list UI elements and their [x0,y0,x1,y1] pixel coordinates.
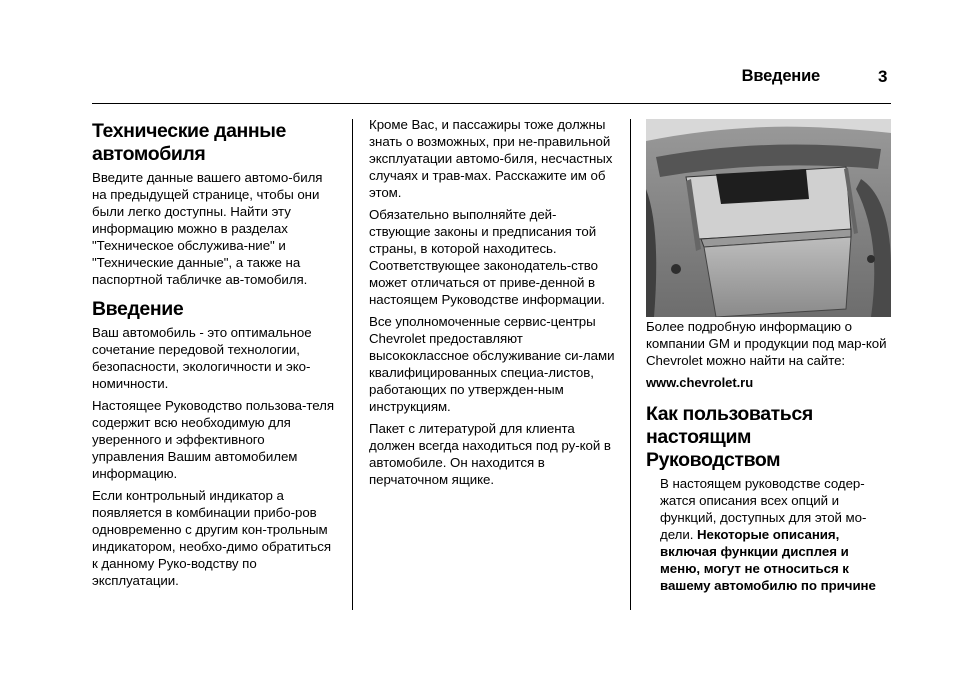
paragraph: Кроме Вас, и пассажиры тоже должны знать о возможных, при не-правильной эксплуатации автомо-биля, несчастных случаях и трав-мах. Расскажите им об этом. [369,117,613,200]
paragraph: Пакет с литературой для клиента должен всегда находиться под ру-кой в автомобиле. Он находится в перчаточном ящике. [369,421,611,487]
paragraph: Ваш автомобиль - это оптимальное сочетание передовой технологии, безопасности, экологичности и эко-номичности. [92,325,312,391]
heading-technical-data: Технические данные автомобиля [92,120,286,165]
paragraph [646,475,892,594]
paragraph-normal-text: В настоящем руководстве содер-жатся описания всех опций и функций, доступных для этой мо-дели. [660,476,867,542]
paragraph: Настоящее Руководство пользова-теля содержит всю необходимую для уверенного и эффективного управления Вашим автомобилем информацию. [92,398,335,481]
column-divider-1 [352,119,353,610]
paragraph: Если контрольный индикатор а появляется в комбинации прибо-ров одновременно с другим кон-трольным индикатором, необхо-димо обратиться к данному Руко-водству по эксплуатации. [92,488,332,588]
heading-introduction: Введение [92,298,184,320]
section-title: Введение [741,67,820,85]
column-2 [369,116,615,493]
paragraph-bold-text: Некоторые описания, включая функции дисплея и меню, могут не относиться к вашему автомобилю по причине [660,527,876,593]
heading-how-to-use: Как пользоваться настоящим Руководством [646,403,813,471]
column-3 [646,318,892,599]
page-number: 3 [878,67,888,86]
header-rule [92,103,891,104]
column-1 [92,120,340,594]
paragraph: Обязательно выполняйте дей-ствующие законы и предписания той страны, в которой находитесь. Соответствующее законодатель-ство может отличаться от приве-денной в настоящем Руководстве информации. [369,207,605,307]
paragraph: Все уполномоченные сервис-центры Chevrolet предоставляют высококлассное обслуживание си-лами квалифицированных специа-листов, работающих по утвержден-ным инструкциям. [369,314,615,414]
paragraph: Более подробную информацию о компании GM и продукции под мар-кой Chevrolet можно найти на сайте: [646,319,887,368]
glovebox-photo [646,119,891,317]
website-link[interactable]: www.chevrolet.ru [646,375,754,390]
paragraph: Введите данные вашего автомо-биля на предыдущей странице, чтобы они были легко доступны. Найти эту информацию можно в разделах "Техническое обслужива-ние" и "Технические данные", а также на паспортной табличке ав-томобиля. [92,170,323,287]
column-divider-2 [630,119,631,610]
